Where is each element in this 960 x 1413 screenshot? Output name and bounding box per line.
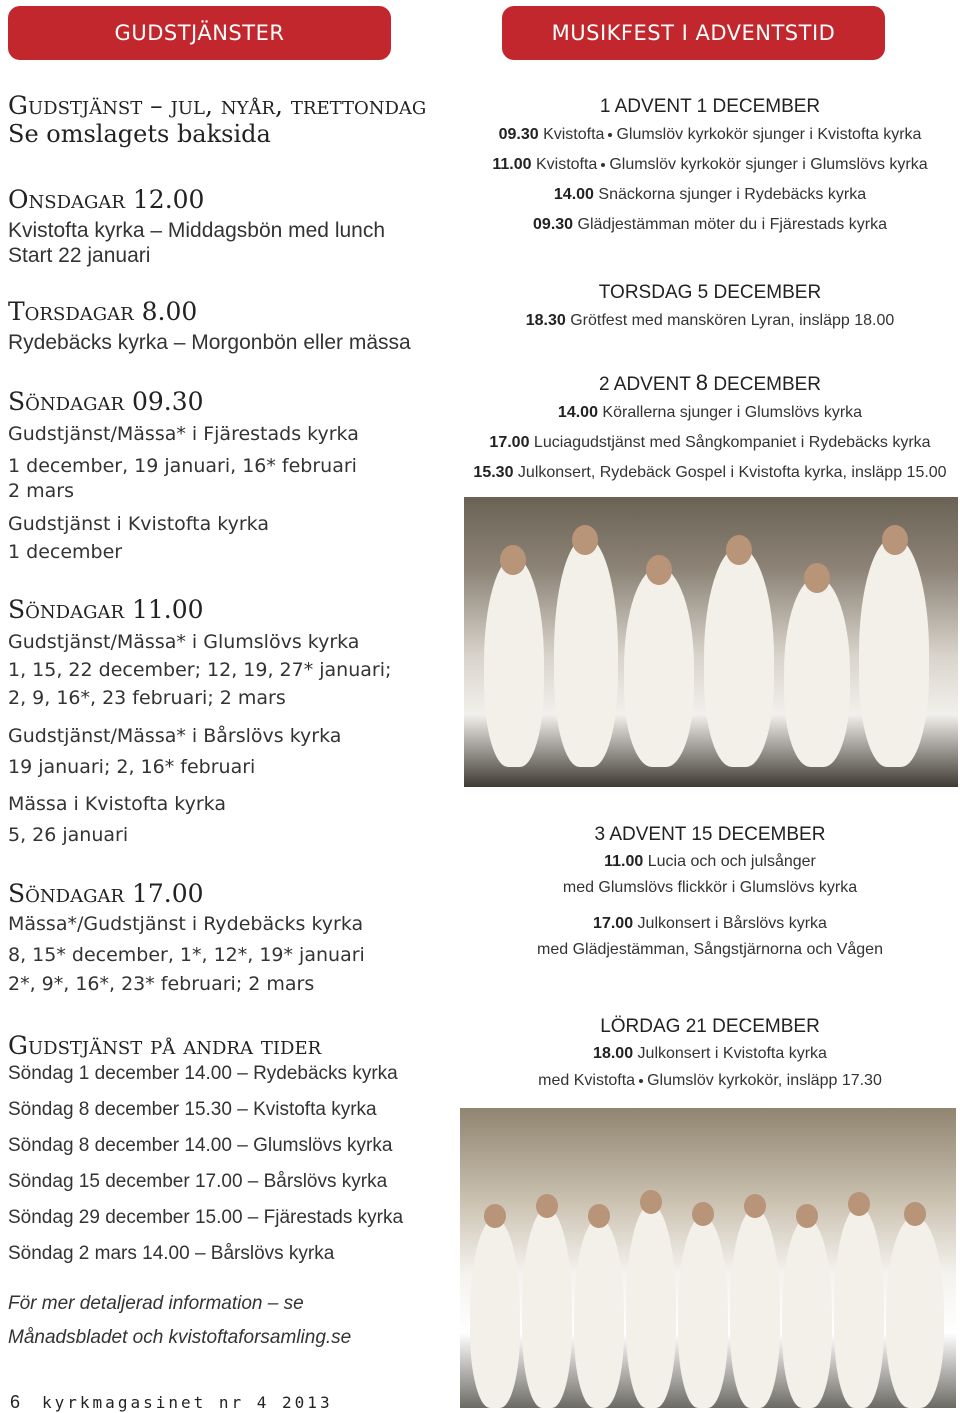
section-tab-musikfest <box>502 6 885 60</box>
event-line: med Glumslövs flickkör i Glumslövs kyrka <box>562 879 858 896</box>
page-footer <box>10 1392 333 1413</box>
torsdagar-block <box>8 298 448 355</box>
info-block <box>8 1287 448 1355</box>
onsdagar-heading: Onsdagar 12.00 <box>8 185 205 214</box>
tab-label: GUDSTJÄNSTER <box>114 21 285 45</box>
sondagar-1700-line: 2*, 9*, 16*, 23* februari; 2 mars <box>8 973 315 995</box>
list-item: Söndag 15 december 17.00 – Bårslövs kyrka <box>8 1171 388 1192</box>
sondagar-1700-line: 8, 15* december, 1*, 12*, 19* januari <box>8 944 365 966</box>
info-line: För mer detaljerad information – se <box>8 1293 304 1314</box>
event-line <box>460 428 960 458</box>
event-line <box>460 210 960 240</box>
sondagar-0930-line: 1 december, 19 januari, 16* februari <box>8 455 357 477</box>
event-line <box>460 398 960 428</box>
event-choir: Kvistofta <box>535 156 598 173</box>
event-time: 17.00 <box>489 434 530 451</box>
onsdagar-block <box>8 186 448 268</box>
magazine-issue: kyrkmagasinet nr 4 2013 <box>42 1393 333 1412</box>
sondagar-0930-line: 1 december <box>8 541 123 563</box>
sondagar-1100-line: Gudstjänst/Mässa* i Bårslövs kyrka <box>8 725 342 747</box>
jul-heading: Gudstjänst – jul, nyår, trettondag <box>8 91 427 120</box>
jul-subheading: Se omslagets baksida <box>8 120 271 148</box>
sondagar-1100-line: 19 januari; 2, 16* februari <box>8 756 256 778</box>
gospel-choir-photo <box>464 497 958 787</box>
sondagar-0930-line: Gudstjänst i Kvistofta kyrka <box>8 513 269 535</box>
sondagar-1700-heading: Söndagar 17.00 <box>8 879 204 908</box>
tab-label: MUSIKFEST I ADVENTSTID <box>551 21 836 45</box>
event-time: 18.30 <box>525 312 566 329</box>
sondagar-1100-line: Mässa i Kvistofta kyrka <box>8 793 226 815</box>
event-time: 09.30 <box>498 126 539 143</box>
sondagar-1100-heading: Söndagar 11.00 <box>8 595 204 624</box>
sondagar-1100-line: Gudstjänst/Mässa* i Glumslövs kyrka <box>8 631 360 653</box>
event-line <box>460 910 960 938</box>
advent3-heading: 3 ADVENT 15 DECEMBER <box>594 824 826 845</box>
andra-tider-heading: Gudstjänst på andra tider <box>8 1031 322 1060</box>
torsdagar-line: Rydebäcks kyrka – Morgonbön eller mässa <box>8 331 411 354</box>
event-text: Julkonsert i Bårslövs kyrka <box>637 915 827 932</box>
event-line: med Glädjestämman, Sångstjärnorna och Vågen <box>537 941 883 958</box>
event-text: Luciagudstjänst med Sångkompaniet i Rydebäcks kyrka <box>533 434 931 451</box>
event-line <box>460 306 960 336</box>
list-item: Söndag 2 mars 14.00 – Bårslövs kyrka <box>8 1243 335 1264</box>
advent1-heading: 1 ADVENT 1 DECEMBER <box>599 96 821 117</box>
sondagar-0930-line: Gudstjänst/Mässa* i Fjärestads kyrka <box>8 423 359 445</box>
event-time: 17.00 <box>593 915 634 932</box>
sondagar-0930-block <box>8 388 448 565</box>
event-time: 11.00 <box>492 156 532 173</box>
event-time: 15.30 <box>473 464 514 481</box>
event-text: Grötfest med manskören Lyran, insläpp 18.00 <box>570 312 895 329</box>
lordag-block <box>460 1014 960 1094</box>
event-line <box>460 180 960 210</box>
andra-tider-list <box>8 1056 448 1272</box>
section-tab-gudstjanster <box>8 6 391 60</box>
event-text: Körallerna sjunger i Glumslövs kyrka <box>602 404 863 421</box>
event-line <box>460 120 960 150</box>
event-text: Snäckorna sjunger i Rydebäcks kyrka <box>598 186 867 203</box>
bullet-icon <box>601 163 605 167</box>
event-line <box>460 150 960 180</box>
event-line <box>460 458 960 488</box>
sondagar-1100-line: 5, 26 januari <box>8 824 129 846</box>
page-number: 6 <box>10 1392 21 1412</box>
event-text: Glumslöv kyrkokör sjunger i Glumslövs kyrka <box>609 156 928 173</box>
sondagar-1100-block <box>8 596 448 848</box>
list-item: Söndag 1 december 14.00 – Rydebäcks kyrka <box>8 1063 398 1084</box>
sondagar-0930-line: 2 mars <box>8 480 74 502</box>
event-time: 18.00 <box>593 1045 634 1062</box>
event-text: Julkonsert, Rydebäck Gospel i Kvistofta kyrka, insläpp 15.00 <box>517 464 947 481</box>
sondagar-1700-block <box>8 880 448 997</box>
event-line <box>460 848 960 876</box>
event-text: Glädjestämman möter du i Fjärestads kyrka <box>577 216 887 233</box>
sondagar-1700-line: Mässa*/Gudstjänst i Rydebäcks kyrka <box>8 913 364 935</box>
event-time: 11.00 <box>604 853 644 870</box>
bullet-icon <box>608 133 612 137</box>
jul-block <box>8 92 448 148</box>
list-item: Söndag 8 december 15.30 – Kvistofta kyrka <box>8 1099 377 1120</box>
advent1-block <box>460 94 960 240</box>
sondagar-1100-line: 1, 15, 22 december; 12, 19, 27* januari; <box>8 659 392 681</box>
advent3-block <box>460 822 960 962</box>
list-item: Söndag 8 december 14.00 – Glumslövs kyrka <box>8 1135 393 1156</box>
list-item: Söndag 29 december 15.00 – Fjärestads kyrka <box>8 1207 404 1228</box>
advent2-heading: 2 ADVENT 8 DECEMBER <box>598 370 822 395</box>
lordag-heading: LÖRDAG 21 DECEMBER <box>600 1016 820 1037</box>
onsdagar-line: Kvistofta kyrka – Middagsbön med lunch <box>8 219 386 242</box>
event-time: 09.30 <box>533 216 574 233</box>
andra-tider-block <box>8 1032 448 1272</box>
bullet-icon <box>639 1079 643 1083</box>
onsdagar-line: Start 22 januari <box>8 244 151 267</box>
event-line: med Kvistofta Glumslöv kyrkokör, insläpp 17.30 <box>538 1072 882 1089</box>
event-text: Julkonsert i Kvistofta kyrka <box>637 1045 827 1062</box>
sondagar-1100-line: 2, 9, 16*, 23 februari; 2 mars <box>8 687 286 709</box>
torsdag5-block <box>460 280 960 336</box>
info-line: Månadsbladet och kvistoftaforsamling.se <box>8 1327 352 1348</box>
sondagar-0930-heading: Söndagar 09.30 <box>8 387 204 416</box>
event-text: Lucia och och julsånger <box>647 853 816 870</box>
advent2-block <box>460 370 960 488</box>
torsdagar-heading: Torsdagar 8.00 <box>8 297 198 326</box>
event-time: 14.00 <box>553 186 594 203</box>
event-choir: Kvistofta <box>543 126 605 143</box>
torsdag5-heading: TORSDAG 5 DECEMBER <box>598 282 822 303</box>
church-choir-photo <box>460 1108 956 1408</box>
event-time: 14.00 <box>557 404 598 421</box>
event-line <box>460 1040 960 1068</box>
event-text: Glumslöv kyrkokör sjunger i Kvistofta kyrka <box>616 126 922 143</box>
